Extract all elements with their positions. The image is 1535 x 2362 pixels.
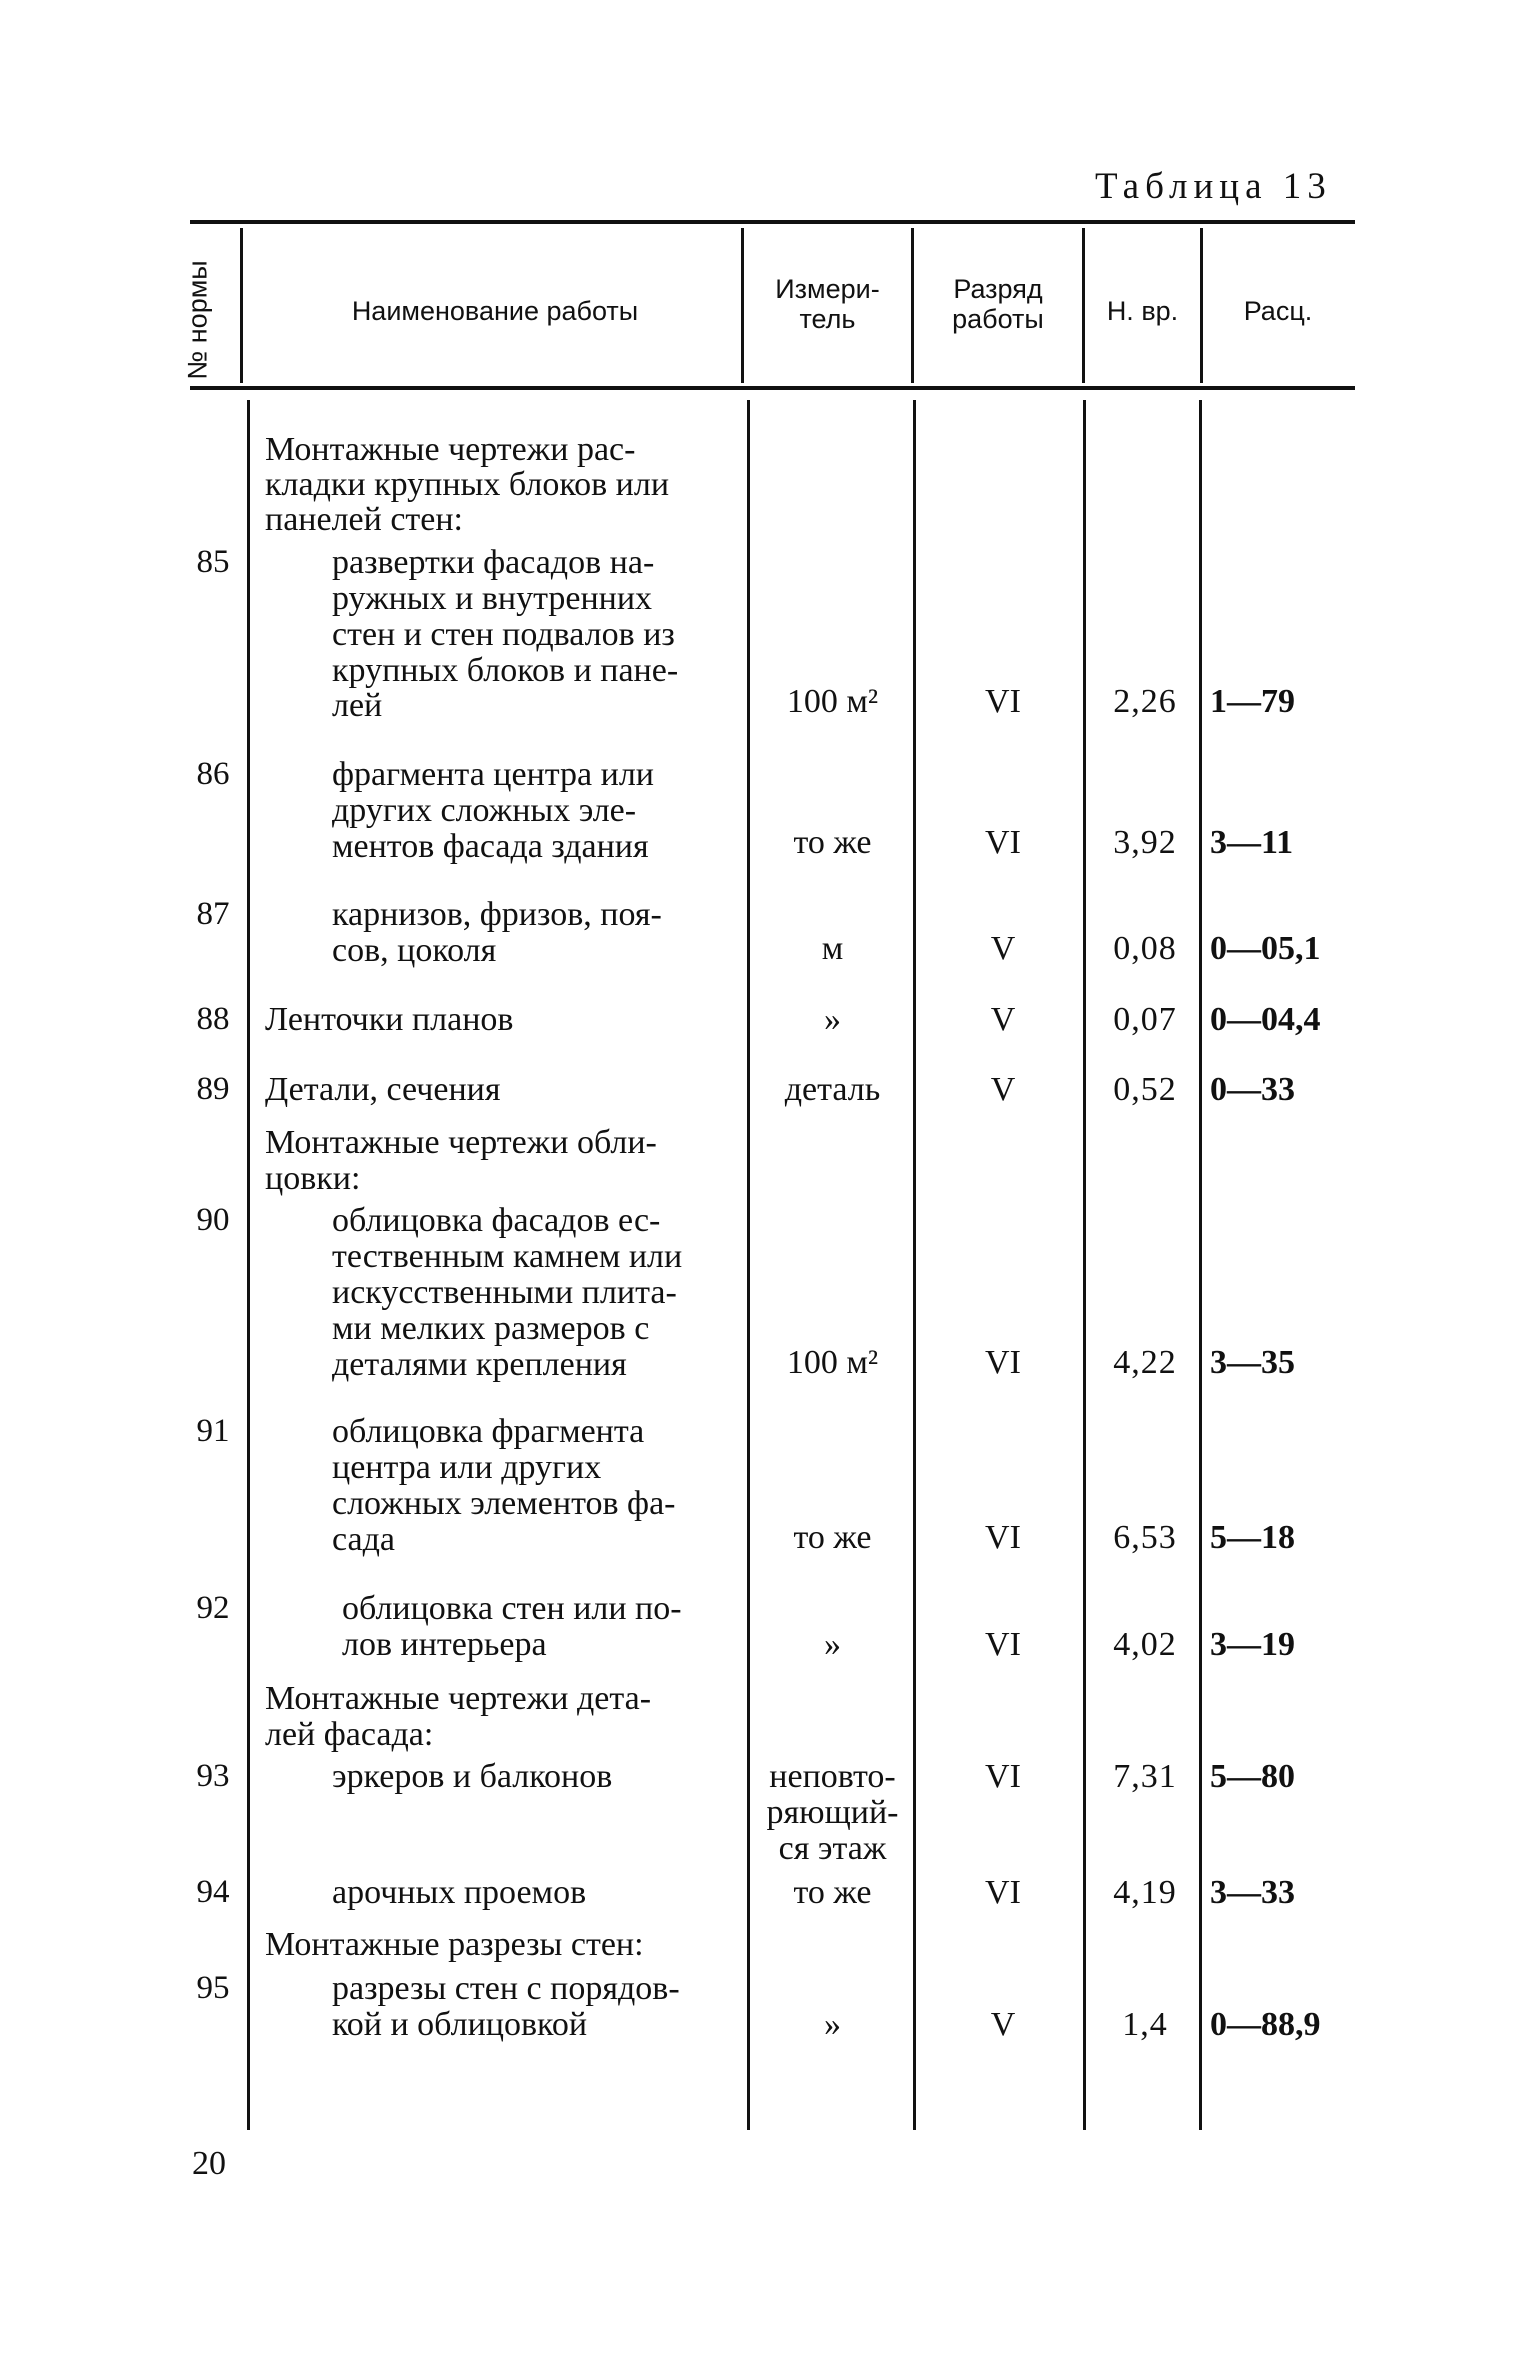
- row-text: Монтажные чертежи обли-: [265, 1124, 657, 1161]
- measure-cell: »: [824, 1001, 841, 1038]
- row-text: арочных проемов: [332, 1874, 587, 1911]
- row-text: эркеров и балконов: [332, 1758, 613, 1795]
- header-bottom-rule: [190, 386, 1355, 390]
- time-cell: 4,19: [1113, 1874, 1177, 1911]
- rate-cell: 0—04,4: [1210, 1001, 1321, 1038]
- row-number: 91: [196, 1413, 230, 1449]
- time-cell: 0,08: [1113, 930, 1177, 967]
- rate-cell: 3—11: [1210, 824, 1294, 861]
- row-number: 93: [196, 1758, 230, 1794]
- measure-cell: ряющий-: [766, 1794, 899, 1831]
- rate-cell: 5—18: [1210, 1519, 1295, 1556]
- grade-cell: V: [990, 1001, 1016, 1038]
- rate-cell: 3—19: [1210, 1626, 1295, 1663]
- measure-cell: то же: [793, 1874, 872, 1911]
- grade-cell: VI: [985, 824, 1021, 861]
- row-text: фрагмента центра или: [332, 756, 654, 793]
- measure-cell: »: [824, 1626, 841, 1663]
- header-rate: Расц.: [1243, 296, 1313, 326]
- page-number: 20: [192, 2145, 226, 2182]
- measure-cell: 100 м²: [786, 683, 879, 720]
- header-grade: Разряд работы: [952, 274, 1044, 334]
- rate-cell: 0—05,1: [1210, 930, 1321, 967]
- header-divider: [240, 228, 243, 383]
- row-text: Монтажные разрезы стен:: [265, 1926, 644, 1963]
- measure-cell: деталь: [784, 1071, 881, 1108]
- row-text: Монтажные чертежи рас-: [265, 431, 636, 468]
- row-text: лов интерьера: [342, 1626, 547, 1663]
- measure-cell: »: [824, 2006, 841, 2043]
- measure-cell: ся этаж: [778, 1830, 887, 1867]
- row-text: центра или других: [332, 1449, 602, 1486]
- row-text: кладки крупных блоков или: [265, 466, 670, 503]
- measure-cell: 100 м²: [786, 1344, 879, 1381]
- row-number: 89: [196, 1071, 230, 1107]
- row-number: 95: [196, 1970, 230, 2006]
- row-text: разрезы стен с порядов-: [332, 1970, 680, 2007]
- row-text: цовки:: [265, 1160, 361, 1197]
- time-cell: 3,92: [1113, 824, 1177, 861]
- row-text: Детали, сечения: [265, 1071, 501, 1108]
- row-text: деталями крепления: [332, 1346, 627, 1383]
- grade-cell: VI: [985, 1519, 1021, 1556]
- row-text: ми мелких размеров с: [332, 1310, 650, 1347]
- row-text: облицовка фрагмента: [332, 1413, 645, 1450]
- time-cell: 4,22: [1113, 1344, 1177, 1381]
- row-text: сов, цоколя: [332, 932, 497, 969]
- grade-cell: V: [990, 1071, 1016, 1108]
- time-cell: 0,52: [1113, 1071, 1177, 1108]
- row-text: Ленточки планов: [265, 1001, 514, 1038]
- row-text: лей: [332, 687, 383, 724]
- rate-cell: 5—80: [1210, 1758, 1295, 1795]
- row-text: Монтажные чертежи дета-: [265, 1680, 652, 1717]
- time-cell: 0,07: [1113, 1001, 1177, 1038]
- row-number: 88: [196, 1001, 230, 1037]
- measure-cell: м: [821, 930, 844, 967]
- row-number: 85: [196, 544, 230, 580]
- time-cell: 6,53: [1113, 1519, 1177, 1556]
- time-cell: 1,4: [1122, 2006, 1168, 2043]
- row-number: 90: [196, 1202, 230, 1238]
- row-text: кой и облицовкой: [332, 2006, 588, 2043]
- row-number: 86: [196, 756, 230, 792]
- row-number: 92: [196, 1590, 230, 1626]
- row-text: крупных блоков и пане-: [332, 652, 679, 689]
- row-number: 94: [196, 1874, 230, 1910]
- rate-cell: 0—88,9: [1210, 2006, 1321, 2043]
- column-divider: [913, 400, 916, 2130]
- row-text: развертки фасадов на-: [332, 544, 655, 581]
- row-text: облицовка фасадов ес-: [332, 1202, 661, 1239]
- row-text: панелей стен:: [265, 501, 464, 538]
- grade-cell: VI: [985, 1344, 1021, 1381]
- column-divider: [1199, 400, 1202, 2130]
- rate-cell: 3—35: [1210, 1344, 1295, 1381]
- row-text: сложных элементов фа-: [332, 1485, 676, 1522]
- time-cell: 4,02: [1113, 1626, 1177, 1663]
- row-number: 87: [196, 896, 230, 932]
- table-caption: Таблица 13: [1095, 166, 1332, 207]
- column-divider: [747, 400, 750, 2130]
- grade-cell: V: [990, 2006, 1016, 2043]
- column-divider: [1083, 400, 1086, 2130]
- row-text: стен и стен подвалов из: [332, 616, 675, 653]
- row-text: карнизов, фризов, поя-: [332, 896, 662, 933]
- row-text: других сложных эле-: [332, 792, 637, 829]
- header-name: Наименование работы: [351, 296, 639, 326]
- row-text: лей фасада:: [265, 1716, 434, 1753]
- grade-cell: VI: [985, 1758, 1021, 1795]
- grade-cell: VI: [985, 1626, 1021, 1663]
- grade-cell: V: [990, 930, 1016, 967]
- row-text: ружных и внутренних: [332, 580, 653, 617]
- time-cell: 2,26: [1113, 683, 1177, 720]
- row-text: искусственными плита-: [332, 1274, 677, 1311]
- table-top-rule: [190, 220, 1355, 224]
- grade-cell: VI: [985, 683, 1021, 720]
- measure-cell: неповто-: [769, 1758, 896, 1795]
- grade-cell: VI: [985, 1874, 1021, 1911]
- header-number: № нормы: [182, 260, 213, 380]
- measure-cell: то же: [793, 824, 872, 861]
- rate-cell: 1—79: [1210, 683, 1295, 720]
- header-measure: Измери- тель: [775, 274, 880, 334]
- rate-cell: 0—33: [1210, 1071, 1295, 1108]
- header-time: Н. вр.: [1106, 296, 1179, 326]
- measure-cell: то же: [793, 1519, 872, 1556]
- row-text: тественным камнем или: [332, 1238, 683, 1275]
- row-text: сада: [332, 1521, 395, 1558]
- time-cell: 7,31: [1113, 1758, 1177, 1795]
- rate-cell: 3—33: [1210, 1874, 1295, 1911]
- column-divider: [247, 400, 250, 2130]
- row-text: облицовка стен или по-: [342, 1590, 682, 1627]
- row-text: ментов фасада здания: [332, 828, 649, 865]
